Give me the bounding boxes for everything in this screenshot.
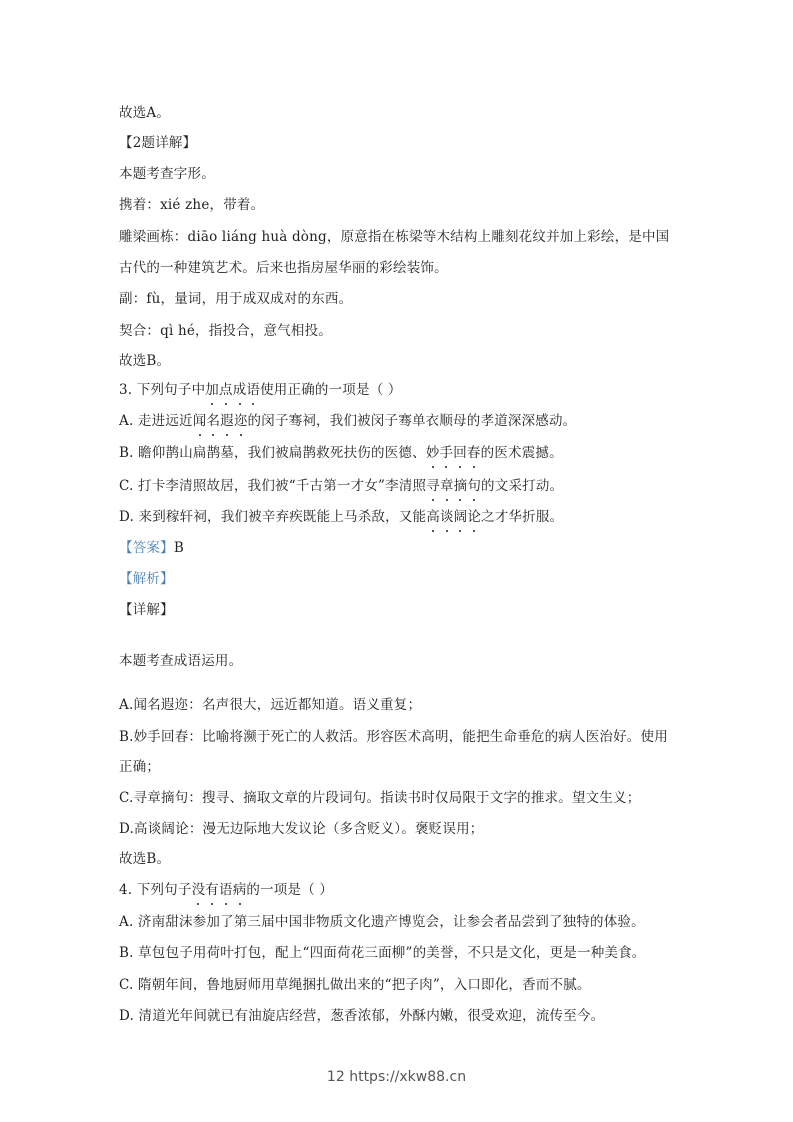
emphasis-dot-char: 谈 [439, 509, 454, 525]
question-3-option-c [119, 476, 563, 496]
option-text: B. 瞻仰鹊山扁鹊墓，我们被扁鹊救死扶伤的医德、 [119, 445, 426, 461]
emphasis-dot-char: 春 [466, 445, 481, 461]
question-4-option-b: B. 草包包子用荷叶打包，配上“四面荷花三面柳”的美誉，不只是文化，更是一种美食。 [119, 945, 646, 961]
dotted-emphasis [192, 882, 247, 898]
option-text: 之才华折服。 [481, 509, 564, 525]
question-3-option-d [119, 507, 563, 527]
stem-prefix: 4. 下列句子 [119, 882, 192, 898]
text-line: 本题考查字形。 [119, 166, 215, 182]
emphasis-dot-char: 章 [439, 478, 454, 494]
emphasis-dot-char: 阔 [453, 509, 468, 525]
text-line: 雕梁画栋：diāo liáng huà dòng，原意指在栋梁等木结构上雕刻花纹并加上彩绘，是中国 [119, 229, 670, 245]
analysis-label: 【解析】 [119, 571, 174, 587]
text-line: 契合：qì hé，指投合，意气相投。 [119, 323, 333, 339]
explanation-line: B.妙手回春：比喻将濒于死亡的人救活。形容医术高明，能把生命垂危的病人医治好。使用 [119, 729, 668, 745]
explanation-line: A.闻名遐迩：名声很大，远近都知道。语义重复； [119, 697, 422, 713]
emphasis-dot-char: 语 [218, 882, 233, 898]
question-3-option-b [119, 443, 563, 463]
text-line: 古代的一种建筑艺术。后来也指房屋华丽的彩绘装饰。 [119, 260, 448, 276]
emphasis-dot-char: 语 [246, 382, 261, 398]
dotted-idiom [426, 478, 481, 494]
explanation-line: C.寻章摘句：搜寻、摘取文章的片段词句。指读书时仅局限于文字的推求。望文生义； [119, 790, 641, 806]
emphasis-dot-char: 手 [439, 445, 454, 461]
section-heading-q2-detail: 【2题详解】 [119, 135, 197, 151]
dotted-emphasis [205, 382, 260, 398]
stem-suffix: 的一项是（ ） [246, 882, 334, 898]
answer-line [119, 538, 184, 558]
question-4-stem [119, 880, 333, 900]
dotted-idiom [426, 445, 481, 461]
option-text: A. 走进远近 [119, 413, 193, 429]
dotted-idiom [426, 509, 481, 525]
question-4-option-d: D. 清道光年间就已有油旋店经营，葱香浓郁，外酥内嫩，很受欢迎，流传至今。 [119, 1008, 605, 1024]
option-text: C. 打卡李清照故居，我们被“千古第一才女”李清照 [119, 478, 427, 494]
option-text: D. 来到稼轩祠，我们被辛弃疾既能上马杀敌，又能 [119, 509, 427, 525]
emphasis-dot-char: 论 [467, 509, 482, 525]
text-line: 故选B。 [119, 353, 171, 369]
question-3-stem [119, 380, 402, 400]
emphasis-dot-char: 有 [205, 882, 219, 898]
option-text: 的医术震撼。 [480, 445, 563, 461]
emphasis-dot-char: 摘 [453, 478, 468, 494]
question-4-option-a: A. 济南甜沫参加了第三届中国非物质文化遗产博览会，让参会者品尝到了独特的体验。 [119, 914, 645, 930]
answer-label: 【答案】 [119, 540, 174, 556]
text-line: 故选A。 [119, 105, 171, 121]
stem-prefix: 3. 下列句子中 [119, 382, 206, 398]
footer-url[interactable]: https://xkw88.cn [349, 1069, 467, 1085]
text-line: 携着：xié zhe，带着。 [119, 197, 265, 213]
page-footer [0, 1069, 793, 1085]
emphasis-dot-char: 回 [453, 445, 467, 461]
emphasis-dot-char: 闻 [192, 413, 207, 429]
page-number: 12 [326, 1069, 345, 1085]
emphasis-dot-char: 加 [205, 382, 219, 398]
explanation-line: 故选B。 [119, 851, 171, 867]
explanation-line: 本题考查成语运用。 [119, 653, 243, 669]
emphasis-dot-char: 点 [218, 382, 233, 398]
emphasis-dot-char: 遐 [220, 413, 234, 429]
stem-suffix: 使用正确的一项是（ ） [260, 382, 402, 398]
option-text: 的文采打动。 [481, 478, 564, 494]
explanation-line: D.高谈阔论：漫无边际地大发议论（多含贬义）。褒贬误用； [119, 821, 484, 837]
emphasis-dot-char: 妙 [425, 445, 440, 461]
emphasis-dot-char: 成 [232, 382, 247, 398]
question-4-option-c: C. 隋朝年间，鲁地厨师用草绳捆扎做出来的“把子肉”，入口即化，香而不腻。 [119, 977, 591, 993]
emphasis-dot-char: 病 [232, 882, 247, 898]
question-3-option-a [119, 411, 576, 431]
emphasis-dot-char: 名 [206, 413, 221, 429]
explanation-line: 正确； [119, 759, 161, 775]
answer-value: B [173, 540, 184, 556]
dotted-idiom [193, 413, 248, 429]
emphasis-dot-char: 寻 [426, 478, 440, 494]
emphasis-dot-char: 高 [426, 509, 440, 525]
emphasis-dot-char: 句 [467, 478, 482, 494]
option-text: 的闵子骞祠，我们被闵子骞单衣顺母的孝道深深感动。 [247, 413, 577, 429]
emphasis-dot-char: 迩 [233, 413, 248, 429]
text-line: 副：fù，量词，用于成双成对的东西。 [119, 291, 353, 307]
detail-label: 【详解】 [119, 602, 174, 618]
emphasis-dot-char: 没 [191, 882, 206, 898]
